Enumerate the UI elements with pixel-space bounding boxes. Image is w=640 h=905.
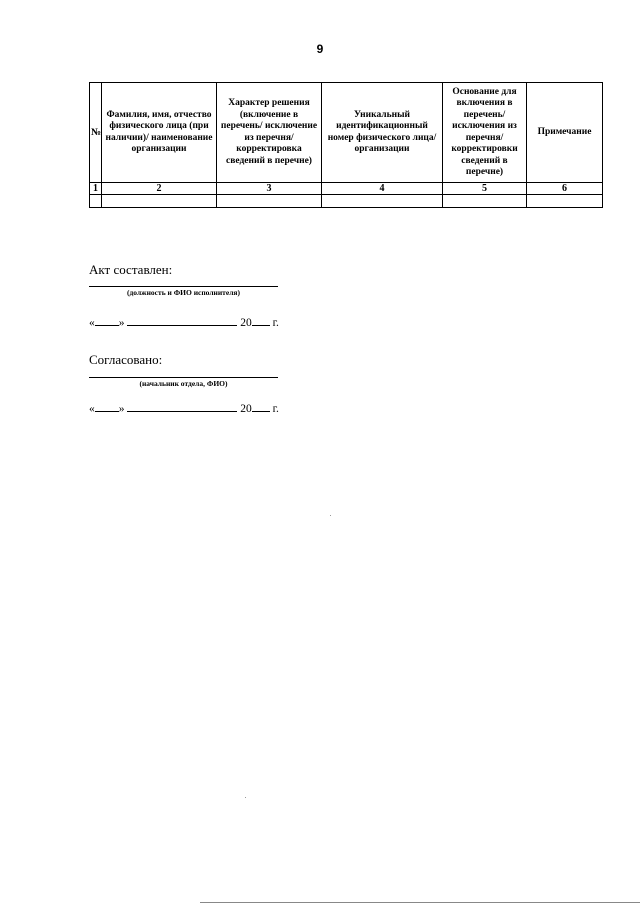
- signature-line[interactable]: [89, 377, 278, 378]
- day-blank[interactable]: [95, 400, 119, 412]
- index-cell: 5: [443, 183, 527, 195]
- approved-block: [89, 352, 329, 367]
- index-cell: 2: [102, 183, 217, 195]
- quote-close: »: [118, 317, 125, 329]
- act-compiled-title: Акт составлен:: [89, 262, 173, 277]
- year-prefix: 20: [240, 403, 252, 415]
- act-compiled-block: [89, 262, 329, 277]
- approved-signature-block: [89, 377, 329, 388]
- signature-caption: (должность и ФИО исполнителя): [127, 288, 240, 297]
- table-cell[interactable]: [443, 195, 527, 208]
- month-blank[interactable]: [127, 400, 237, 412]
- year-suffix: г.: [272, 317, 279, 329]
- quote-open: «: [89, 403, 95, 415]
- header-note: Примечание: [527, 83, 603, 183]
- act-date-line: [89, 314, 329, 330]
- index-cell: 1: [90, 183, 102, 195]
- table-header-row: [90, 83, 603, 183]
- header-full-name: Фамилия, имя, отчество физического лица (при наличии)/ наименование организации: [102, 83, 217, 183]
- table-row: [90, 195, 603, 208]
- quote-close: »: [118, 403, 125, 415]
- register-table: [89, 82, 603, 208]
- scan-edge-line: [200, 902, 640, 903]
- header-unique-id: Уникальный идентификационный номер физического лица/организации: [322, 83, 443, 183]
- signature-line[interactable]: [89, 286, 278, 287]
- approved-date-line: [89, 400, 329, 416]
- year-suffix: г.: [272, 403, 279, 415]
- act-signature-block: [89, 286, 329, 297]
- table-index-row: [90, 183, 603, 195]
- index-cell: 4: [322, 183, 443, 195]
- table-cell[interactable]: [217, 195, 322, 208]
- year-blank[interactable]: [252, 314, 270, 326]
- quote-open: «: [89, 317, 95, 329]
- scan-speck: [245, 797, 246, 798]
- header-decision-type: Характер решения (включение в перечень/ исключение из перечня/ корректировка сведений в перечне): [217, 83, 322, 183]
- table-cell[interactable]: [322, 195, 443, 208]
- year-prefix: 20: [240, 317, 252, 329]
- header-number: №: [90, 83, 102, 183]
- day-blank[interactable]: [95, 314, 119, 326]
- table-cell[interactable]: [527, 195, 603, 208]
- table-cell[interactable]: [90, 195, 102, 208]
- index-cell: 6: [527, 183, 603, 195]
- signature-caption: (начальник отдела, ФИО): [139, 379, 228, 388]
- index-cell: 3: [217, 183, 322, 195]
- month-blank[interactable]: [127, 314, 237, 326]
- year-blank[interactable]: [252, 400, 270, 412]
- header-basis: Основание для включения в перечень/ исключения из перечня/ корректировки сведений в перечне): [443, 83, 527, 183]
- approved-title: Согласовано:: [89, 352, 163, 367]
- scan-speck: [330, 515, 331, 516]
- table-cell[interactable]: [102, 195, 217, 208]
- page-number: 9: [316, 42, 324, 56]
